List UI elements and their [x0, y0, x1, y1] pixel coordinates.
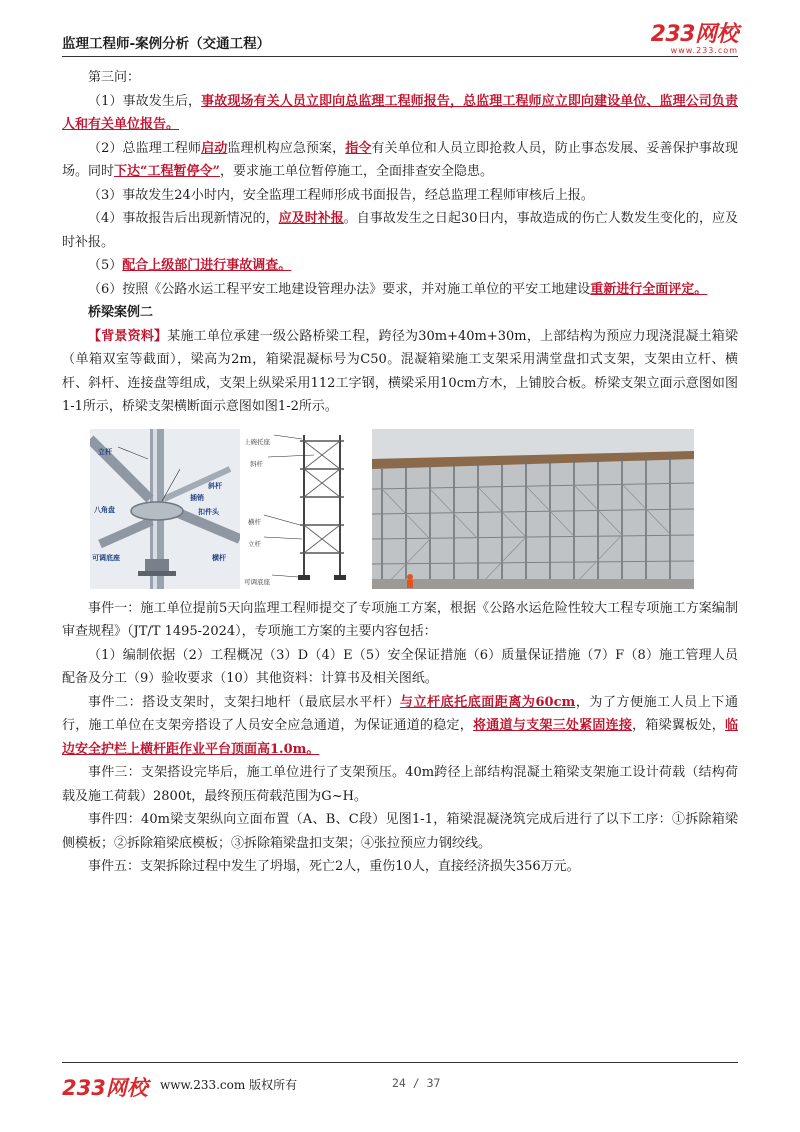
- scaffold-site-photo: [372, 429, 694, 589]
- logo-text: 233网校: [650, 22, 738, 47]
- q3-item-1: （1）事故发生后，事故现场有关人员立即向总监理工程师报告，总监理工程师应立即向建设单位、监理公司负责人和有关单位报告。: [62, 93, 738, 132]
- label-diagonal: 斜杆: [208, 481, 222, 490]
- label-vertical-rod: 立杆: [248, 539, 261, 548]
- label-base-jack: 可调底座: [244, 577, 270, 586]
- document-title: 监理工程师-案例分析（交通工程）: [62, 36, 271, 52]
- event-3: 事件三：支架搭设完毕后，施工单位进行了支架预压。40m跨径上部结构混凝土箱梁支架施工设计荷载（结构荷载及施工荷载）2800t，最终预压荷载范围为G~H。: [62, 765, 738, 804]
- brand-logo[interactable]: [651, 24, 738, 55]
- label-horizontal-rod: 横杆: [248, 517, 261, 526]
- label-octagon-disc: 八角盘: [94, 505, 115, 514]
- event-5: 事件五：支架拆除过程中发生了坍塌，死亡2人，重伤10人，直接经济损失356万元。: [88, 859, 580, 874]
- label-adjustable-base: 可调底座: [92, 553, 120, 562]
- background-paragraph: 【背景资料】某施工单位承建一级公路桥梁工程，跨径为30m+40m+30m，上部结构为预应力现浇混凝土箱梁（单箱双室等截面），梁高为2m，箱梁混凝标号为C50。混凝箱梁施工支架采用满堂盘扣式支架，支架由立杆、横杆、斜杆、连接盘等组成，支架上纵梁采用112工字钢，横梁采用10cm方木，上铺胶合板。桥梁支架立面示意图如图1-1所示，桥梁支架横断面示意图如图1-2所示。: [62, 328, 738, 414]
- background-label: 【背景资料】: [88, 328, 168, 344]
- label-upright: 立杆: [98, 447, 112, 456]
- scaffold-figures: [90, 429, 694, 589]
- event-2: 事件二：搭设支架时，支架扫地杆（最底层水平杆）与立杆底托底面距离为60cm，为了方便施工人员上下通行，施工单位在支架旁搭设了人员安全应急通道，为保证通道的稳定，将通道与支架三处紧固连接，箱梁翼板处，临边安全护栏上横杆距作业平台顶面高1.0m。: [62, 694, 738, 757]
- scaffold-joint-photo: [90, 429, 240, 589]
- case-title: 桥梁案例二: [88, 305, 154, 320]
- page-number: 24 / 37: [392, 1076, 441, 1090]
- label-coupler: 扣件头: [198, 507, 219, 516]
- event-1: 事件一：施工单位提前5天向监理工程师提交了专项施工方案，根据《公路水运危险性较大工程专项施工方案编制审查规程》（JT/T 1495-2024），专项施工方案的主要内容包括：: [62, 600, 738, 639]
- q3-item-4: （4）事故报告后出现新情况的，应及时补报。自事故发生之日起30日内，事故造成的伤亡人数发生变化的，应及时补报。: [62, 211, 738, 250]
- label-diagonal-rod: 斜杆: [250, 459, 263, 468]
- q3-item-5: （5）配合上级部门进行事故调查。: [88, 258, 292, 273]
- q3-item-2: （2）总监理工程师启动监理机构应急预案，指令有关单位和人员立即抢救人员，防止事态发展、妥善保护事故现场。同时下达“工程暂停令”，要求施工单位暂停施工，全面排查安全隐患。: [62, 140, 738, 179]
- q3-item-3: （3）事故发生24小时内，安全监理工程师形成书面报告，经总监理工程师审核后上报。: [88, 187, 594, 203]
- label-top-support: 上碗托座: [244, 437, 270, 446]
- logo-url: www.233.com: [670, 46, 738, 55]
- q3-heading: 第三问：: [88, 70, 141, 85]
- label-ledger: 横杆: [212, 553, 226, 562]
- event-4: 事件四：40m梁支架纵向立面布置（A、B、C段）见图1-1，箱梁混凝浇筑完成后进行了以下工序：①拆除箱梁侧模板；②拆除箱梁底模板；③拆除箱梁盘扣支架；④张拉预应力钢绞线。: [62, 812, 738, 851]
- copyright-text: www.233.com 版权所有: [160, 1078, 298, 1092]
- footer-logo[interactable]: 233网校: [62, 1076, 148, 1100]
- q3-item-6: （6）按照《公路水运工程平安工地建设管理办法》要求，并对施工单位的平安工地建设重新进行全面评定。: [88, 281, 708, 297]
- footer-divider: [62, 1062, 738, 1063]
- page-content: [62, 66, 738, 879]
- page-footer: [62, 1066, 738, 1106]
- page-header: [62, 24, 738, 60]
- label-pin: 插销: [190, 493, 204, 502]
- event-1-list: （1）编制依据（2）工程概况（3）D（4）E（5）安全保证措施（6）质量保证措施（7）F（8）施工管理人员配备及分工（9）验收要求（10）其他资料：计算书及相关图纸。: [62, 647, 738, 686]
- scaffold-elevation-diagram: [242, 429, 370, 589]
- header-divider: [62, 56, 738, 57]
